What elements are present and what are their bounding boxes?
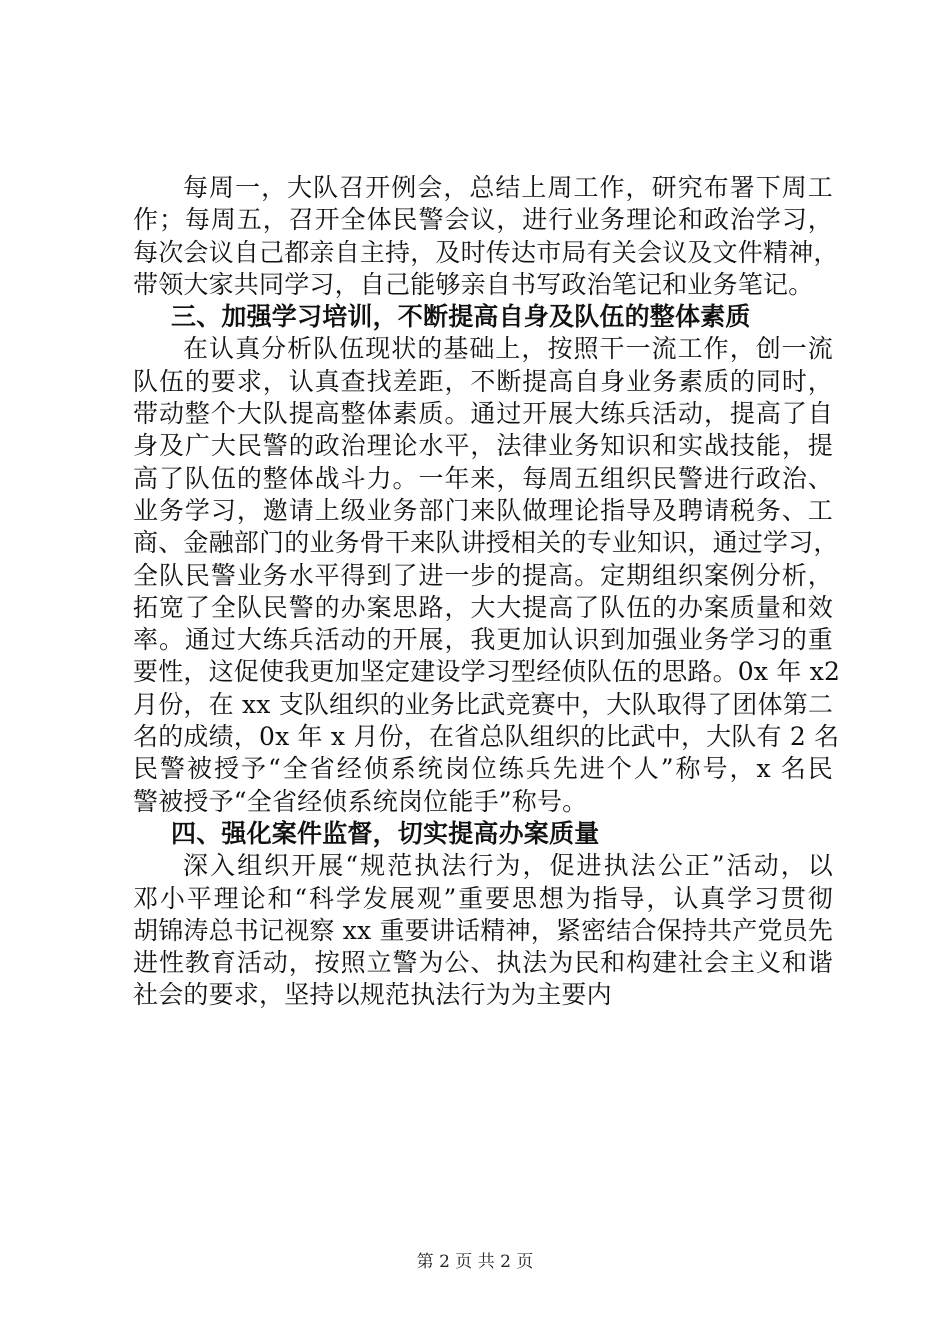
page-number-footer: 第 2 页 共 2 页 <box>416 1252 534 1272</box>
section-heading-4: 四、强化案件监督，切实提高办案质量 <box>171 818 600 848</box>
section-heading-3: 三、加强学习培训，不断提高自身及队伍的整体素质 <box>171 302 751 332</box>
paragraph-line: 胡锦涛总书记视察 xx 重要讲话精神，紧密结合保持共产党员先 <box>133 915 834 945</box>
document-body <box>133 172 841 1012</box>
paragraph-line: 身及广大民警的政治理论水平，法律业务知识和实战技能，提 <box>133 431 833 461</box>
paragraph-line: 进性教育活动，按照立警为公、执法为民和构建社会主义和谐 <box>133 948 833 978</box>
paragraph-line: 队伍的要求，认真查找差距，不断提高自身业务素质的同时， <box>133 366 833 396</box>
paragraph-line: 全队民警业务水平得到了进一步的提高。定期组织案例分析， <box>133 560 833 590</box>
paragraph-line: 月份，在 xx 支队组织的业务比武竞赛中，大队取得了团体第二 <box>133 689 834 719</box>
paragraph-line: 每次会议自己都亲自主持，及时传达市局有关会议及文件精神， <box>133 237 839 267</box>
paragraph-line: 警被授予“全省经侦系统岗位能手”称号。 <box>133 786 588 816</box>
paragraph-line: 每周一，大队召开例会，总结上周工作，研究布署下周工 <box>183 173 833 202</box>
paragraph-line: 率。通过大练兵活动的开展，我更加认识到加强业务学习的重 <box>133 625 833 655</box>
paragraph-line: 深入组织开展“规范执法行为，促进执法公正”活动，以 <box>183 851 833 881</box>
paragraph-line: 在认真分析队伍现状的基础上，按照干一流工作，创一流 <box>183 334 833 364</box>
paragraph-line: 拓宽了全队民警的办案思路，大大提高了队伍的办案质量和效 <box>133 592 833 622</box>
paragraph-line: 高了队伍的整体战斗力。一年来，每周五组织民警进行政治、 <box>133 463 833 493</box>
paragraph-line: 商、金融部门的业务骨干来队讲授相关的专业知识，通过学习， <box>133 528 839 558</box>
paragraph-line: 名的成绩，0x 年 x 月份，在省总队组织的比武中，大队有 2 名 <box>133 722 840 752</box>
paragraph-line: 民警被授予“全省经侦系统岗位练兵先进个人”称号，x 名民 <box>133 754 833 784</box>
paragraph-line: 业务学习，邀请上级业务部门来队做理论指导及聘请税务、工 <box>133 495 833 525</box>
paragraph-line: 邓小平理论和“科学发展观”重要思想为指导，认真学习贯彻 <box>133 883 833 913</box>
paragraph-line: 作；每周五，召开全体民警会议，进行业务理论和政治学习， <box>133 205 833 235</box>
paragraph-line: 带动整个大队提高整体素质。通过开展大练兵活动，提高了自 <box>133 399 833 429</box>
paragraph-line: 要性，这促使我更加坚定建设学习型经侦队伍的思路。0x 年 x2 <box>133 657 841 687</box>
paragraph-line: 带领大家共同学习，自己能够亲自书写政治笔记和业务笔记。 <box>133 269 814 299</box>
paragraph-line: 社会的要求，坚持以规范执法行为为主要内 <box>133 980 612 1010</box>
